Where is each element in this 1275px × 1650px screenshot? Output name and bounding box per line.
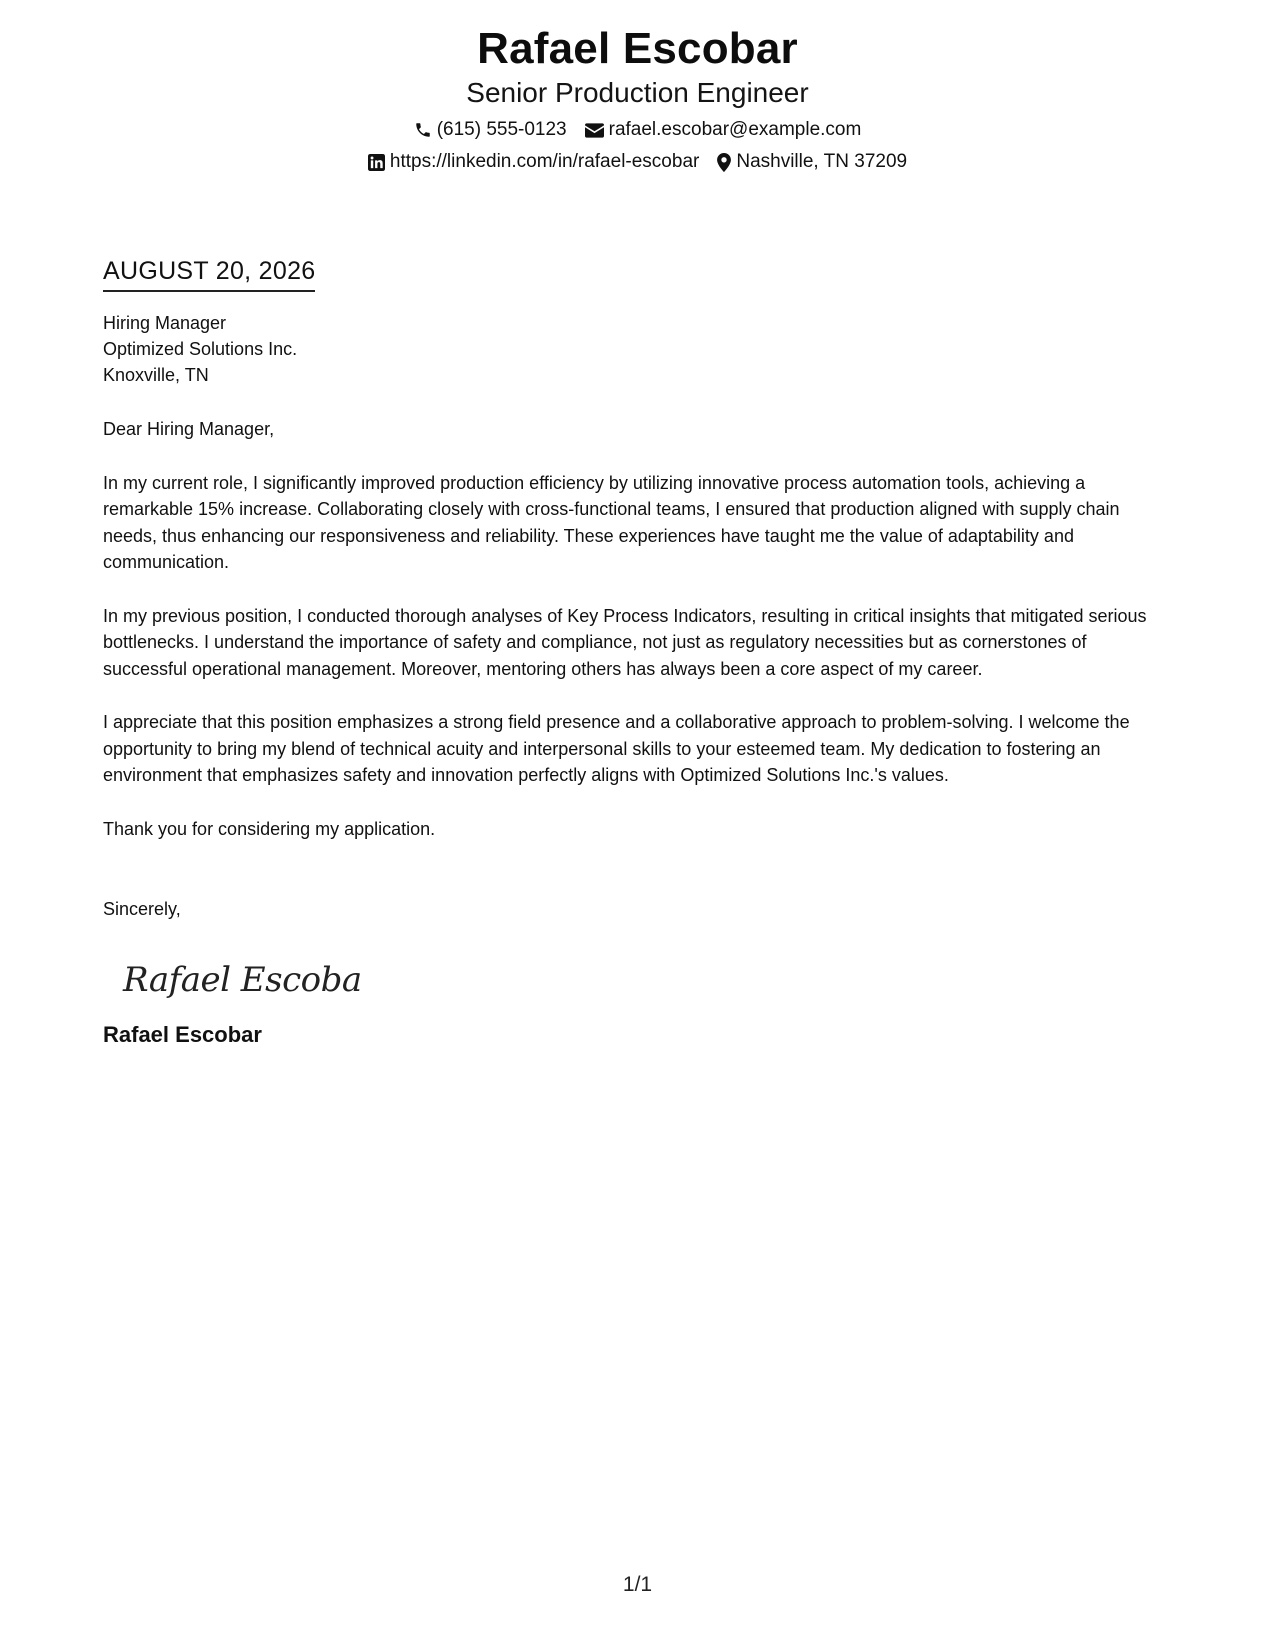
closing-line: Thank you for considering my application. (103, 818, 436, 839)
contact-row-secondary (0, 150, 1275, 174)
signoff: Sincerely, (103, 899, 181, 919)
applicant-title: Senior Production Engineer (466, 77, 809, 108)
body-paragraph: In my current role, I significantly improved production efficiency by utilizing innovative process automation tools, achieving a remarkable 15% increase. Collaborating closely with cross-functional teams, I ensured that production aligned with supply chain needs, thus enhancing our responsiveness and reliability. These experiences have taught me the value of adaptability and communication. (103, 472, 1120, 572)
letter-date: AUGUST 20, 2026 (103, 255, 315, 292)
contact-row-primary (0, 118, 1275, 142)
phone-number[interactable]: (615) 555-0123 (436, 119, 567, 140)
page-number: 1/1 (622, 1573, 653, 1596)
letter-body (103, 255, 1173, 1049)
applicant-name: Rafael Escobar (477, 24, 798, 73)
salutation: Dear Hiring Manager, (103, 419, 275, 439)
envelope-icon (585, 123, 604, 138)
body-paragraph: I appreciate that this position emphasizes a strong field presence and a collaborative approach to problem-solving. I welcome the opportunity to bring my blend of technical acuity and interpersonal skills to your esteemed team. My dedication to fostering an environment that emphasizes safety and innovation perfectly aligns with Optimized Solutions Inc.'s values. (103, 712, 1130, 785)
contact-phone (414, 118, 567, 142)
contact-email (585, 118, 862, 142)
recipient-line: Knoxville, TN (103, 365, 209, 385)
recipient-line: Hiring Manager (103, 313, 227, 333)
linkedin-url[interactable]: https://linkedin.com/in/rafael-escobar (389, 151, 700, 172)
recipient-block (103, 310, 1173, 388)
phone-icon (414, 121, 432, 139)
handwritten-signature (121, 953, 361, 1003)
recipient-line: Optimized Solutions Inc. (103, 339, 298, 359)
svg-text:Rafael Escobar: Rafael Escobar (123, 959, 361, 1000)
contact-linkedin (368, 150, 699, 174)
email-address[interactable]: rafael.escobar@example.com (608, 119, 862, 140)
signer-name: Rafael Escobar (103, 1021, 262, 1047)
linkedin-icon (368, 154, 385, 171)
map-pin-icon (717, 153, 731, 172)
contact-location (717, 150, 907, 174)
letter-header (0, 22, 1275, 174)
body-paragraph: In my previous position, I conducted thorough analyses of Key Process Indicators, resulting in critical insights that mitigated serious bottlenecks. I understand the importance of safety and compliance, not just as regulatory necessities but as cornerstones of successful operational management. Moreover, mentoring others has always been a core aspect of my career. (103, 605, 1147, 679)
location-text: Nashville, TN 37209 (736, 151, 908, 172)
